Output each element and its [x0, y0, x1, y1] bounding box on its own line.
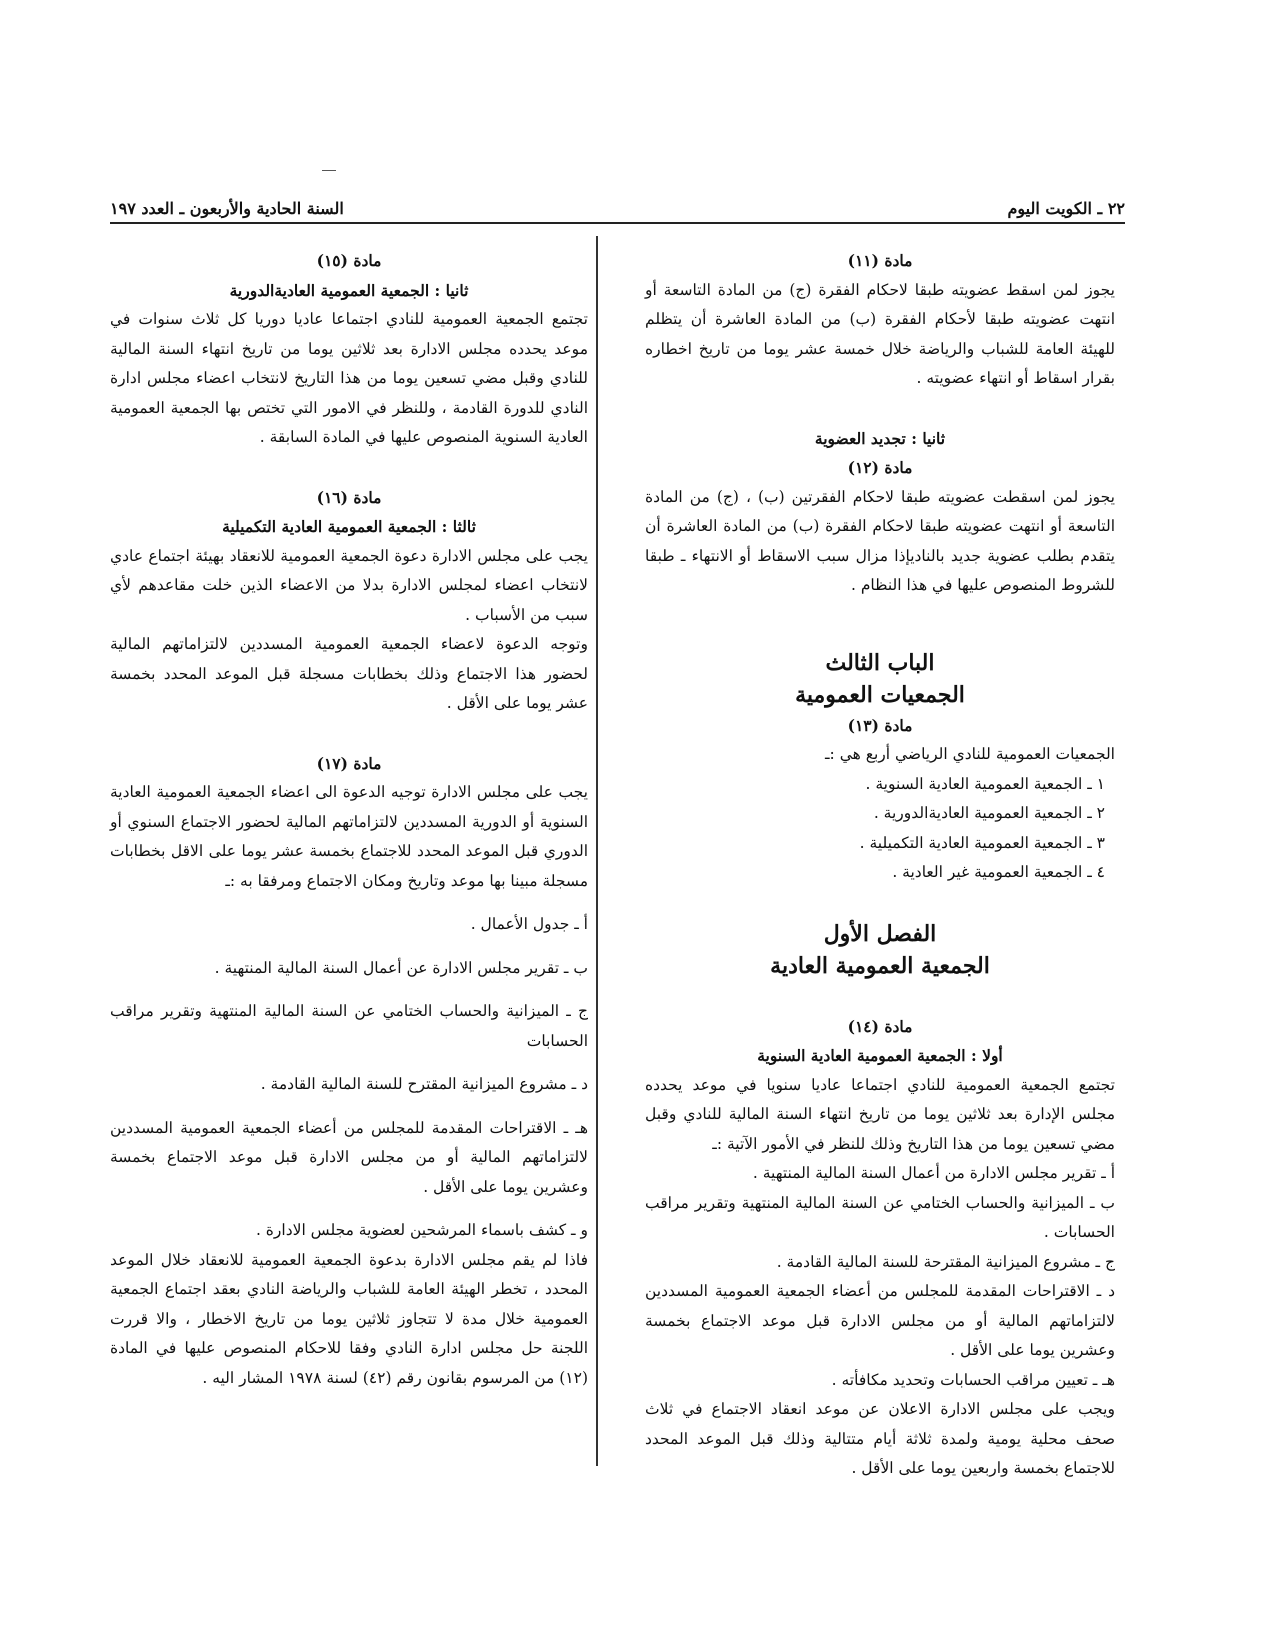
article-13-title: مادة (١٣): [847, 715, 913, 735]
list-item: ب ـ تقرير مجلس الادارة عن أعمال السنة المالية المنتهية .: [214, 958, 588, 977]
issue-info: السنة الحادية والأربعون ـ العدد ١٩٧: [110, 199, 344, 218]
list-item: هـ ـ تعيين مراقب الحسابات وتحديد مكافأته .: [831, 1370, 1115, 1389]
list-item: ج ـ الميزانية والحساب الختامي عن السنة المالية المنتهية وتقرير مراقب الحسابات: [110, 1002, 588, 1050]
scan-mark: [322, 170, 336, 171]
article-15-text: تجتمع الجمعية العمومية للنادي اجتماعا عاديا دوريا كل ثلاث سنوات في موعد يحدده مجلس الادارة بعد ثلاثين يوما من تاريخ انتهاء السنة المالية للنادي وقبل مضي تسعين يوما من هذا التاريخ لانتخاب اعضاء مجلس ادارة النادي للدورة القادمة ، وللنظر في الامور التي تختص بها الجمعية العمومية العادية السنوية المنصوص عليها في المادة السابقة .: [110, 310, 588, 446]
page-header: [110, 192, 1125, 224]
renewal-heading: ثانيا : تجديد العضوية: [814, 428, 946, 448]
list-item: ١ ـ الجمعية العمومية العادية السنوية .: [865, 774, 1105, 793]
list-item: د ـ مشروع الميزانية المقترح للسنة المالية القادمة .: [260, 1075, 588, 1093]
article-11-title: مادة (١١): [847, 251, 913, 270]
list-item: ٢ ـ الجمعية العمومية العاديةالدورية .: [873, 804, 1105, 822]
column-divider: [596, 236, 598, 1466]
list-item: ٤ ـ الجمعية العمومية غير العادية .: [892, 863, 1105, 881]
article-14-title: مادة (١٤): [847, 1016, 913, 1036]
article-12-title: مادة (١٢): [847, 458, 913, 477]
article-13-intro: الجمعيات العمومية للنادي الرياضي أربع هي :ـ: [825, 745, 1115, 763]
list-item: ج ـ مشروع الميزانية المقترحة للسنة المالية القادمة .: [776, 1252, 1115, 1271]
left-column: [110, 246, 588, 1393]
list-item: ب ـ الميزانية والحساب الختامي عن السنة المالية المنتهية وتقرير مراقب الحسابات .: [645, 1193, 1115, 1241]
article-16-heading: ثالثا : الجمعية العمومية العادية التكميلية: [222, 517, 476, 536]
list-item: ٣ ـ الجمعية العمومية العادية التكميلية .: [859, 833, 1105, 852]
article-17-closing: فاذا لم يقم مجلس الادارة بدعوة الجمعية العمومية للانعقاد خلال الموعد المحدد ، تخطر الهيئة العامة للشباب والرياضة النادي بعقد اجتماع الجمعية العمومية خلال مدة لا تتجاوز ثلاثين يوما من تاريخ الاخطار ، والا قررت اللجنة حل مجلس ادارة النادي وفقا للاحكام المنصوص عليها في المادة (١٢) من المرسوم بقانون رقم (٤٢) لسنة ١٩٧٨ المشار اليه .: [110, 1250, 588, 1387]
article-11-text: يجوز لمن اسقط عضويته طبقا لاحكام الفقرة (ج) من المادة التاسعة أو انتهت عضويته طبقا لأحكام الفقرة (ب) من المادة العاشرة أن يتظلم للهيئة العامة للشباب والرياضة خلال خمسة عشر يوما من تاريخ اخطاره بقرار اسقاط أو انتهاء عضويته .: [645, 280, 1115, 387]
section-title: الفصل الأول: [823, 920, 937, 947]
article-15-heading: ثانيا : الجمعية العمومية العاديةالدورية: [229, 280, 469, 300]
article-16-text: يجب على مجلس الادارة دعوة الجمعية العمومية للانعقاد بهيئة اجتماع عادي لانتخاب اعضاء لمجلس الادارة بدلا من الاعضاء الذين خلت مقاعدهم لأي سبب من الأسباب .: [110, 546, 588, 624]
article-16-title: مادة (١٦): [316, 487, 382, 507]
article-14-text: تجتمع الجمعية العمومية للنادي اجتماعا عاديا سنويا في موعد يحدده مجلس الإدارة بعد ثلاثين يوما من تاريخ انتهاء السنة المالية للنادي وقبل مضي تسعين يوما من هذا التاريخ وذلك للنظر في الأمور الآتية :ـ: [645, 1075, 1115, 1153]
list-item: د ـ الاقتراحات المقدمة للمجلس من أعضاء الجمعية العمومية المسددين لالتزاماتهم المالية أو من مجلس الادارة قبل موعد الاجتماع بخمسة وعشرين يوما على الأقل .: [645, 1282, 1115, 1359]
section-subtitle: الجمعية العمومية العادية: [770, 952, 990, 979]
list-item: هـ ـ الاقتراحات المقدمة للمجلس من أعضاء الجمعية العمومية المسددين لالتزاماتهم المالية أو من مجلس الادارة قبل موعد الاجتماع بخمسة وعشرين يوما على الأقل .: [110, 1118, 588, 1196]
article-14-closing: ويجب على مجلس الادارة الاعلان عن موعد انعقاد الاجتماع في ثلاث صحف محلية يومية ولمدة ثلاثة أيام متتالية وذلك قبل الموعد المحدد للاجتماع بخمسة واربعين يوما على الأقل .: [645, 1400, 1115, 1477]
list-item: أ ـ جدول الأعمال .: [470, 915, 588, 933]
article-16-text: وتوجه الدعوة لاعضاء الجمعية العمومية المسددين لالتزاماتهم المالية لحضور هذا الاجتماع وذلك بخطابات مسجلة قبل الموعد المحدد بخمسة عشر يوما على الأقل .: [110, 635, 588, 712]
article-17-text: يجب على مجلس الادارة توجيه الدعوة الى اعضاء الجمعية العمومية العادية السنوية أو الدورية المسددين لالتزاماتهم المالية لحضور الاجتماع السنوي أو الدوري قبل الموعد المحدد للاجتماع بخمسة عشر يوما على الاقل بخطابات مسجلة مبينا بها موعد وتاريخ ومكان الاجتماع ومرفقا به :ـ: [110, 783, 588, 890]
article-12-text: يجوز لمن اسقطت عضويته طبقا لاحكام الفقرتين (ب) ، (ج) من المادة التاسعة أو انتهت عضويته طبقا لاحكام الفقرة (ب) من المادة العاشرة أن يتقدم بطلب عضوية جديد بالناديإذا مزال سبب الاسقاط أو الانتهاء ـ طبقا للشروط المنصوص عليها في هذا النظام .: [645, 487, 1115, 594]
list-item: أ ـ تقرير مجلس الادارة من أعمال السنة المالية المنتهية .: [752, 1164, 1115, 1182]
page-number-and-newspaper: ٢٢ ـ الكويت اليوم: [1007, 199, 1125, 218]
list-item: و ـ كشف باسماء المرشحين لعضوية مجلس الادارة .: [255, 1221, 588, 1239]
chapter-title: الباب الثالث: [825, 649, 935, 676]
article-13-list: [645, 770, 1115, 888]
chapter-subtitle: الجمعيات العمومية: [795, 681, 965, 708]
right-column: [645, 246, 1115, 1484]
article-15-title: مادة (١٥): [316, 251, 382, 270]
article-17-title: مادة (١٧): [316, 753, 382, 773]
article-14-heading: أولا : الجمعية العمومية العادية السنوية: [757, 1046, 1003, 1065]
